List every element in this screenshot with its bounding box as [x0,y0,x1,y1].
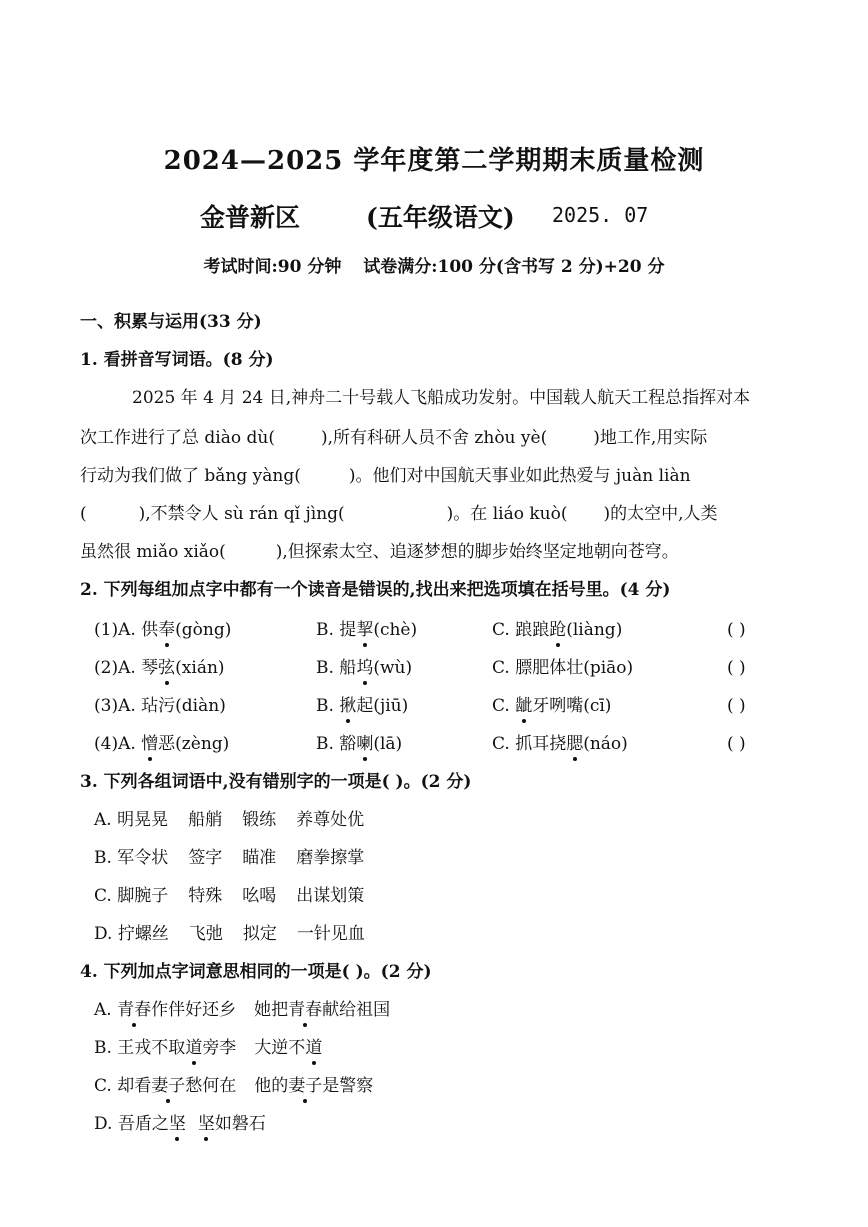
q3-option [94,922,385,946]
q2-option-c [492,656,633,680]
q3-word: 拟定 [242,924,277,944]
q2-option-b [316,694,408,718]
exam-time: 考试时间:90 分钟 [203,257,342,277]
q2-dotted-char: 憎 [141,734,159,754]
q2-text: (lā) [373,734,403,754]
q2-option-c [492,694,611,718]
q4-option [94,998,390,1022]
q2-text: C. 抓耳挠 [492,734,567,754]
exam-info [0,252,868,277]
q2-dotted-char: 奉 [158,620,176,640]
q4-dotted-word: 道 [305,1038,323,1058]
q3-word: A. 明晃晃 [94,810,169,830]
q1-l4-d: )的太空中,人类 [603,504,718,524]
q2-option-a [94,694,226,718]
q2-text: (cī) [583,696,612,716]
answer-paren[interactable]: ( ) [727,696,746,716]
q3-option [94,884,384,908]
q2-heading: 2. 下列每组加点字中都有一个读音是错误的,找出来把选项填在括号里。(4 分) [80,580,671,600]
q2-text: (1)A. 供 [94,620,159,640]
q2-text: (2)A. 琴 [94,658,159,678]
q3-word: 磨拳擦掌 [296,848,365,868]
q4-text: D. 吾盾之 [94,1114,169,1134]
q3-word: 锻练 [242,810,277,830]
q3-word: 船艄 [188,810,223,830]
q2-text: 恶(zèng) [158,734,230,754]
q2-option-c [492,732,628,756]
q4-text: 她把 [254,1000,289,1020]
q1-l3-a: 行动为我们做了 bǎng yàng( [80,466,301,486]
q1-line-1: 2025 年 4 月 24 日,神舟二十号载人飞船成功发射。中国载人航天工程总指挥对本 [132,388,751,408]
q4-heading: 4. 下列加点字词意思相同的一项是( )。(2 分) [80,962,432,982]
q3-word: D. 拧螺丝 [94,924,169,944]
q3-word: B. 军令状 [94,848,169,868]
q4-dotted-word: 坚 [168,1114,186,1134]
q4-dotted-word: 妻子 [151,1076,186,1096]
answer-paren[interactable]: ( ) [727,734,746,754]
q1-l3-b: )。他们对中国航天事业如此热爱与 juàn liàn [348,466,691,486]
q2-dotted-char: 坞 [356,658,374,678]
q4-dotted-word: 妻子 [288,1076,323,1096]
q4-dotted-word: 坚 [197,1114,215,1134]
q2-option-a [94,656,225,680]
q1-line-2 [80,426,707,450]
q3-word: C. 脚腕子 [94,886,169,906]
q2-text: B. 豁 [316,734,357,754]
q4-dotted-word: 青春 [117,1000,152,1020]
district-name: 金普新区 [200,203,301,232]
q3-word: 飞弛 [188,924,223,944]
q2-dotted-char: 弦 [158,658,176,678]
q2-text: B. [316,696,340,716]
q3-word: 签字 [188,848,223,868]
q4-option [94,1112,266,1136]
q2-text: (náo) [583,734,628,754]
q1-line-5 [80,540,679,564]
q4-text: 是警察 [322,1076,374,1096]
q3-heading: 3. 下列各组词语中,没有错别字的一项是( )。(2 分) [80,772,472,792]
q2-text: B. 提 [316,620,357,640]
q4-text: 大逆不 [254,1038,306,1058]
q4-text: 愁何在 [185,1076,237,1096]
q3-word: 吆喝 [242,886,277,906]
q2-dotted-char: 腮 [566,734,584,754]
q2-option-a [94,732,229,756]
q2-text: (3)A. 玷 [94,696,159,716]
q1-l2-a: 次工作进行了总 diào dù( [80,428,275,448]
answer-paren[interactable]: ( ) [727,620,746,640]
q1-heading: 1. 看拼音写词语。(8 分) [80,350,274,370]
q2-text: 起(jiū) [356,696,409,716]
q1-l4-b: ),不禁令人 sù rán qǐ jìng( [138,504,345,524]
q2-text: 牙咧嘴 [532,696,584,716]
exam-title: 2024—2025 学年度第二学期期末质量检测 [163,146,705,176]
q2-option-c [492,618,622,642]
exam-date: 2025. 07 [552,203,649,227]
exam-subtitle [0,198,868,234]
q2-text: C. 踉踉 [492,620,550,640]
q1-l2-c: )地工作,用实际 [593,428,708,448]
q2-text: (4)A. [94,734,142,754]
q3-word: 出谋划策 [296,886,365,906]
q3-option [94,846,384,870]
q2-text: C. [492,696,516,716]
q4-text: 旁李 [202,1038,237,1058]
q2-option-b [316,656,412,680]
q2-dotted-char: 挈 [356,620,374,640]
q2-dotted-char: 跄 [549,620,567,640]
q2-option-b [316,618,417,642]
q4-text: A. [94,1000,118,1020]
q4-text: B. 王戎不取 [94,1038,186,1058]
q2-text: (wù) [373,658,413,678]
q3-word: 养尊处优 [296,810,365,830]
q3-word: 特殊 [188,886,223,906]
q1-l5-b: ),但探索太空、追逐梦想的脚步始终坚定地朝向苍穹。 [275,542,679,562]
q4-text: 如磐石 [214,1114,266,1134]
section-heading: 一、积累与运用(33 分) [80,312,262,332]
exam-score: 试卷满分:100 分(含书写 2 分)+20 分 [363,257,665,277]
q3-word: 一针见血 [296,924,365,944]
q3-word: 瞄准 [242,848,277,868]
answer-paren[interactable]: ( ) [727,658,746,678]
q2-text: 污(diàn) [158,696,226,716]
q2-dotted-char: 揪 [339,696,357,716]
q4-text: C. 却看 [94,1076,152,1096]
q4-option [94,1036,322,1060]
q2-dotted-char: 龇 [515,696,533,716]
q2-text: (chè) [373,620,418,640]
q2-text: (liàng) [566,620,623,640]
q2-option-b [316,732,402,756]
q1-l4-c: )。在 liáo kuò( [446,504,568,524]
q1-l5-a: 虽然很 miǎo xiǎo( [80,542,226,562]
q1-line-4 [80,502,718,526]
q2-text: 肥体壮 [532,658,584,678]
q2-option-a [94,618,231,642]
q1-l4-a: ( [80,504,87,524]
q1-line-3 [80,464,691,488]
q4-text: 献给祖国 [322,1000,391,1020]
subject-name: (五年级语文) [366,203,515,232]
q2-text: (piāo) [583,658,634,678]
q3-option [94,808,384,832]
q4-dotted-word: 青春 [288,1000,323,1020]
q2-dotted-char: 喇 [356,734,374,754]
q4-text: 作伴好还乡 [151,1000,237,1020]
q2-text: B. 船 [316,658,357,678]
q2-text: (gòng) [175,620,232,640]
q2-text: C. 膘 [492,658,533,678]
q4-option [94,1074,373,1098]
q4-text: 他的 [254,1076,289,1096]
q2-text: (xián) [175,658,225,678]
q4-dotted-word: 道 [185,1038,203,1058]
q1-l2-b: ),所有科研人员不舍 zhòu yè( [320,428,548,448]
